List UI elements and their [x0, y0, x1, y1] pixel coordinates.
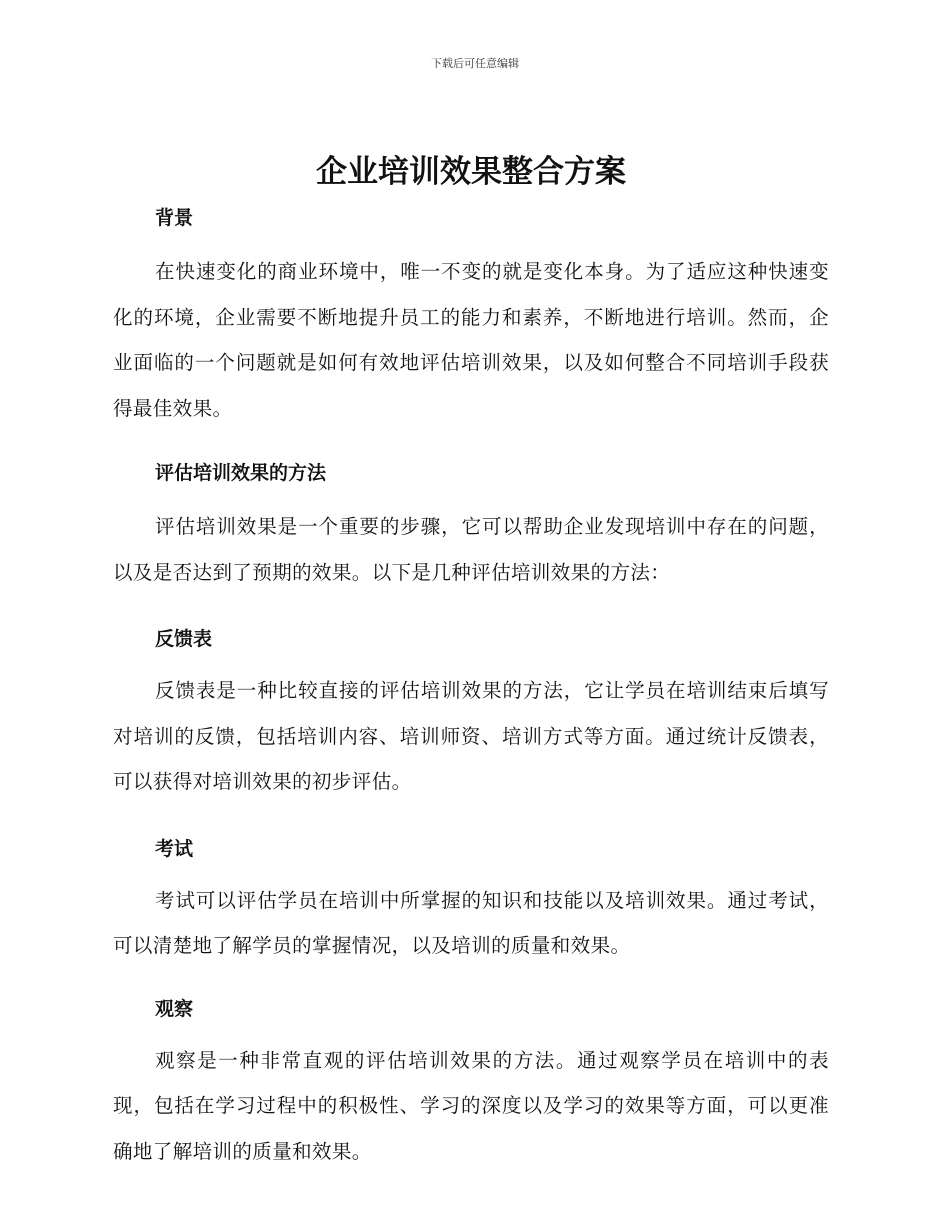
section-paragraph-exam: 考试可以评估学员在培训中所掌握的知识和技能以及培训效果。通过考试，可以清楚地了解学员的掌握情况，以及培训的质量和效果。: [113, 888, 829, 957]
section-heading-feedback-form: 反馈表: [155, 628, 213, 650]
section-paragraph-background: 在快速变化的商业环境中，唯一不变的就是变化本身。为了适应这种快速变化的环境，企业需要不断地提升员工的能力和素养，不断地进行培训。然而，企业面临的一个问题就是如何有效地评估培训效果，以及如何整合不同培训手段获得最佳效果。: [113, 260, 829, 420]
section-heading-background: 背景: [155, 207, 194, 229]
document-title: 企业培训效果整合方案: [316, 154, 626, 190]
section-heading-observation: 观察: [155, 997, 194, 1020]
section-paragraph-observation: 观察是一种非常直观的评估培训效果的方法。通过观察学员在培训中的表现，包括在学习过程中的积极性、学习的深度以及学习的效果等方面，可以更准确地了解培训的质量和效果。: [113, 1048, 829, 1163]
section-paragraph-feedback-form: 反馈表是一种比较直接的评估培训效果的方法，它让学员在培训结束后填写对培训的反馈，包括培训内容、培训师资、培训方式等方面。通过统计反馈表，可以获得对培训效果的初步评估。: [113, 679, 829, 793]
section-heading-evaluation-methods: 评估培训效果的方法: [155, 462, 327, 484]
page-header-note: 下载后可任意编辑: [431, 57, 519, 70]
section-paragraph-evaluation-methods: 评估培训效果是一个重要的步骤，它可以帮助企业发现培训中存在的问题，以及是否达到了预期的效果。以下是几种评估培训效果的方法：: [113, 515, 829, 584]
section-heading-exam: 考试: [155, 837, 194, 860]
document-body: [113, 148, 829, 1174]
